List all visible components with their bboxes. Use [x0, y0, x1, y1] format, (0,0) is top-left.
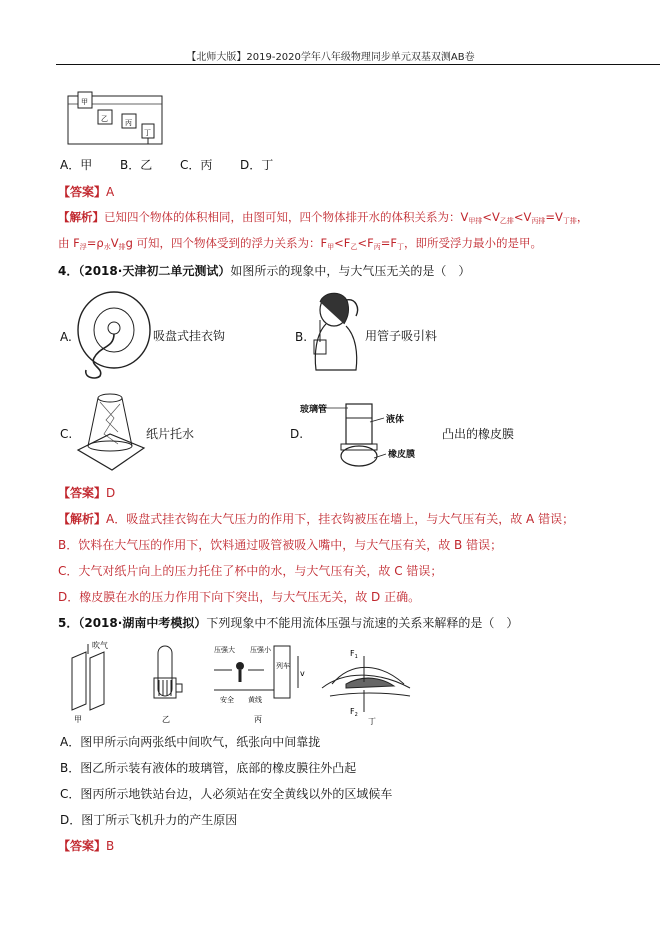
q3-analysis-text: =F	[380, 236, 397, 250]
q4-stem-text: 如图所示的现象中，与大气压无关的是（ ）	[230, 264, 471, 278]
q4-analysis-line-3: C．大气对纸片向上的压力托住了杯中的水，与大气压有关，故 C 错误；	[58, 564, 443, 578]
q5-figures	[64, 638, 424, 726]
q4-analysis-tag: 【解析】	[58, 512, 107, 526]
q5-label-yi: 乙	[162, 715, 170, 724]
q4-option-a-letter: A.	[60, 330, 72, 344]
subscript: 丁	[396, 243, 404, 251]
q5-option-c: C．图丙所示地铁站台边，人必须站在安全黄线以外的区域候车	[60, 787, 393, 801]
q3-analysis-text: =ρ	[86, 236, 104, 250]
q4-analysis-line-1	[58, 510, 574, 527]
q3-figure	[66, 86, 166, 146]
q4-analysis-text: A．吸盘式挂衣钩在大气压力的作用下，挂衣钩被压在墙上，与大气压有关，故 A 错误；	[106, 512, 575, 526]
q5-label-safe: 安全	[220, 696, 234, 704]
q3-analysis-text: <V	[482, 210, 500, 224]
q3-analysis-text: V	[110, 236, 119, 250]
q3-analysis-text: <F	[334, 236, 351, 250]
q4-option-d-caption: 凸出的橡皮膜	[442, 427, 515, 441]
subscript: 浮	[79, 243, 87, 251]
q3-analysis-text: <F	[357, 236, 374, 250]
q4-option-d-letter: D.	[290, 427, 304, 441]
subscript: 排	[118, 243, 126, 251]
q3-label-jia: 甲	[81, 98, 88, 106]
q3-analysis-text: 已知四个物体的体积相同，由图可知，四个物体排开水的体积关系为：V	[104, 210, 469, 224]
q5-answer	[58, 837, 114, 854]
q4-option-c-letter: C.	[60, 427, 73, 441]
q4-option-b-letter: B.	[295, 330, 308, 344]
q5-option-b: B．图乙所示装有液体的玻璃管，底部的橡皮膜往外凸起	[60, 761, 357, 775]
q5-label-train: 列车	[276, 662, 290, 670]
subscript: 乙排	[499, 217, 514, 225]
q5-stem	[58, 614, 518, 631]
q5-label-ding: 丁	[368, 717, 376, 726]
q5-label-blow: 吹气	[92, 641, 108, 650]
q4-answer	[58, 484, 115, 501]
q3-answer	[58, 183, 114, 200]
q4-source: （2018·天津初二单元测试）	[78, 264, 231, 278]
q3-answer-value: A	[106, 185, 115, 199]
svg-text:F2	[350, 707, 358, 718]
q3-answer-tag: 【答案】	[58, 185, 107, 199]
q5-label-f2-sub: 2	[354, 712, 358, 718]
q3-analysis-text: =V	[545, 210, 563, 224]
subscript: 水	[103, 243, 111, 251]
subscript: 乙	[350, 243, 358, 251]
subscript: 甲排	[468, 217, 483, 225]
subscript: 丙	[373, 243, 381, 251]
page-header: 【北师大版】2019-2020学年八年级物理同步单元双基双测AB卷	[186, 52, 475, 63]
q4-d-label-tube: 玻璃管	[300, 405, 328, 415]
q5-stem-text: 下列现象中不能用流体压强与流速的关系来解释的是（ ）	[206, 616, 519, 630]
subscript: 丙排	[531, 217, 546, 225]
subscript: 丁排	[562, 217, 577, 225]
q3-analysis-text: g 可知，四个物体受到的浮力关系为：F	[125, 236, 328, 250]
q5-label-jia: 甲	[74, 715, 82, 724]
q4-option-c-caption: 纸片托水	[146, 427, 195, 441]
q4-analysis-line-2: B．饮料在大气压的作用下，饮料通过吸管被吸入嘴中，与大气压有关，故 B 错误；	[58, 538, 503, 552]
header-divider	[56, 64, 660, 65]
q3-option-c: C．丙	[180, 158, 213, 172]
q3-analysis-line-1	[58, 209, 588, 226]
q5-number: 5．	[58, 616, 79, 630]
q3-analysis-text: <V	[513, 210, 532, 224]
q5-label-p-small: 压强小	[250, 646, 271, 654]
q5-answer-value: B	[106, 839, 115, 853]
q3-option-b: B．乙	[120, 158, 153, 172]
q3-analysis-text: ，即所受浮力最小的是甲。	[403, 236, 542, 250]
q5-option-d: D．图丁所示飞机升力的产生原因	[60, 813, 238, 827]
q5-label-yellow-line: 黄线	[248, 696, 262, 704]
q5-label-bing: 丙	[254, 715, 262, 724]
q5-label-f2: F	[350, 707, 355, 716]
q4-figure-b	[306, 290, 366, 374]
q4-figure-a	[70, 286, 152, 382]
q3-option-d: D．丁	[240, 158, 274, 172]
q5-answer-tag: 【答案】	[58, 839, 107, 853]
q5-option-a: A．图甲所示向两张纸中间吹气，纸张向中间靠拢	[60, 735, 321, 749]
q4-d-label-membrane: 橡皮膜	[388, 450, 416, 460]
q5-label-f1: F	[350, 649, 355, 658]
q4-answer-value: D	[106, 486, 116, 500]
q4-answer-tag: 【答案】	[58, 486, 107, 500]
subscript: 甲	[327, 243, 335, 251]
q5-source: （2018·湖南中考模拟）	[78, 616, 207, 630]
q3-label-yi: 乙	[101, 115, 108, 123]
q5-label-p-big: 压强大	[214, 646, 235, 654]
q3-label-bing: 丙	[125, 119, 132, 127]
q3-analysis-tag: 【解析】	[58, 210, 104, 224]
q4-stem	[58, 262, 470, 279]
q3-label-ding: 丁	[144, 129, 151, 137]
q4-figure-c	[74, 388, 146, 472]
q5-label-f1-sub: 1	[354, 654, 358, 660]
q3-analysis-text: ，	[576, 210, 589, 224]
q5-label-v: v	[300, 669, 305, 678]
q4-d-label-liquid: 液体	[386, 415, 405, 425]
q4-analysis-line-4: D．橡皮膜在水的压力作用下向下突出，与大气压无关，故 D 正确。	[58, 590, 421, 604]
q3-analysis-text: 由 F	[58, 236, 80, 250]
q4-option-a-caption: 吸盘式挂衣钩	[153, 329, 226, 343]
q3-analysis-line-2	[58, 235, 542, 252]
q4-option-b-caption: 用管子吸引料	[365, 329, 438, 343]
svg-text:F1	[350, 649, 358, 660]
q4-number: 4．	[58, 264, 79, 278]
q3-option-a: A．甲	[60, 158, 93, 172]
